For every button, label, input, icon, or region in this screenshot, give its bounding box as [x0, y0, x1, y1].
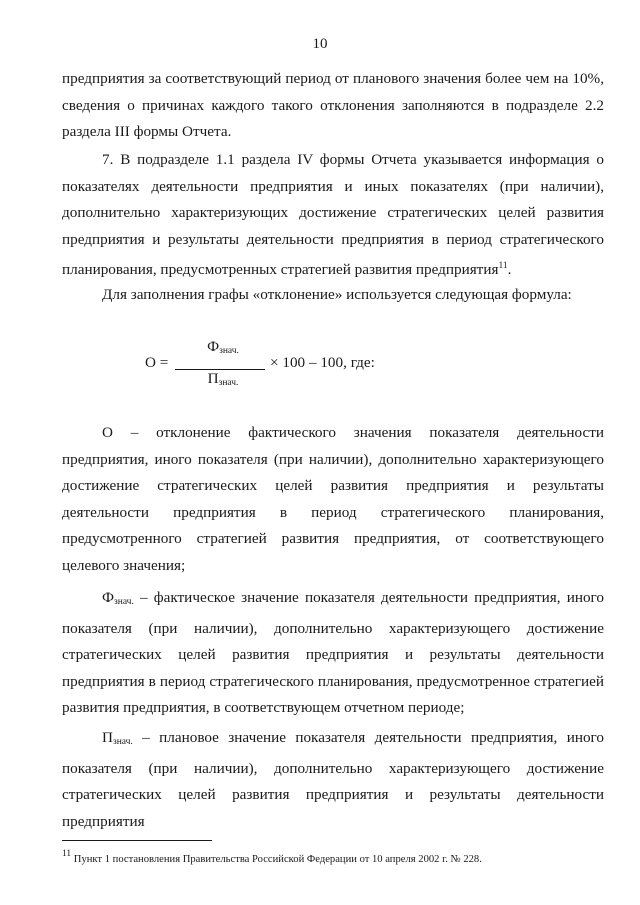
- footnote-number: 11: [62, 849, 72, 859]
- paragraph-continuation-text: предприятия за соответствующий период от планового значения более чем на 10%, сведения о причинах каждого такого отклонения заполняются в подразделе 2.2 раздела III формы Отчета.: [62, 70, 604, 141]
- formula-rhs: × 100 – 100, где:: [270, 354, 375, 371]
- footnote: [62, 847, 622, 867]
- formula-lhs: О =: [145, 354, 169, 371]
- definition-f: [62, 585, 604, 722]
- formula-intro-text: Для заполнения графы «отклонение» используется следующая формула:: [102, 286, 572, 303]
- definition-o-text: О – отклонение фактического значения показателя деятельности предприятия, иного показателя (при наличии), дополнительно характеризующего достижение стратегических целей развития предприятия и результаты деятельности предприятия в период стратегического планирования, предусмотренного стратегией развития предприятия, от соответствующего целевого значения;: [62, 424, 604, 574]
- formula-denominator-sub: знач.: [218, 378, 239, 388]
- definition-p-text: – плановое значение показателя деятельности предприятия, иного показателя (при наличии), дополнительно характеризующего достижение стратегических целей развития предприятия и результаты деятельности предприятия: [62, 729, 604, 830]
- definition-f-sub: знач.: [114, 597, 134, 607]
- definition-f-letter: Ф: [102, 589, 114, 606]
- definition-f-text: – фактическое значение показателя деятельности предприятия, иного показателя (при наличии), дополнительно характеризующего достижение стратегических целей развития предприятия и результаты деятельности предприятия в период стратегического планирования, предусмотренное стратегией развития предприятия, в соответствующем отчетном периоде;: [62, 589, 604, 717]
- paragraph-item-7-text: 7. В подразделе 1.1 раздела IV формы Отчета указывается информация о показателях деятельности предприятия и иных показателях (при наличии), дополнительно характеризующих достижение стратегических целей развития предприятия и результаты деятельности предприятия в период стратегического планирования, предусмотренных стратегией развития предприятия: [62, 151, 604, 279]
- definition-o: [62, 420, 604, 580]
- paragraph-item-7: [62, 147, 604, 284]
- paragraph-formula-intro: [62, 282, 604, 309]
- formula-numerator-sub: знач.: [219, 346, 239, 356]
- footnote-separator: [62, 840, 212, 841]
- formula-numerator-letter: Ф: [207, 338, 220, 355]
- paragraph-continuation: [62, 66, 604, 146]
- footnote-ref: 11: [498, 261, 508, 272]
- paragraph-item-7-end: .: [507, 261, 512, 279]
- deviation-formula: [145, 338, 445, 398]
- formula-denominator-letter: П: [207, 370, 219, 387]
- formula-denominator: [178, 370, 268, 388]
- formula-numerator: [178, 338, 268, 356]
- definition-p-sub: знач.: [112, 737, 133, 747]
- page-number: 10: [312, 36, 328, 52]
- footnote-text: Пункт 1 постановления Правительства Российской Федерации от 10 апреля 2002 г. № 228.: [71, 854, 482, 865]
- definition-p: [62, 725, 604, 835]
- definition-p-letter: П: [102, 729, 113, 746]
